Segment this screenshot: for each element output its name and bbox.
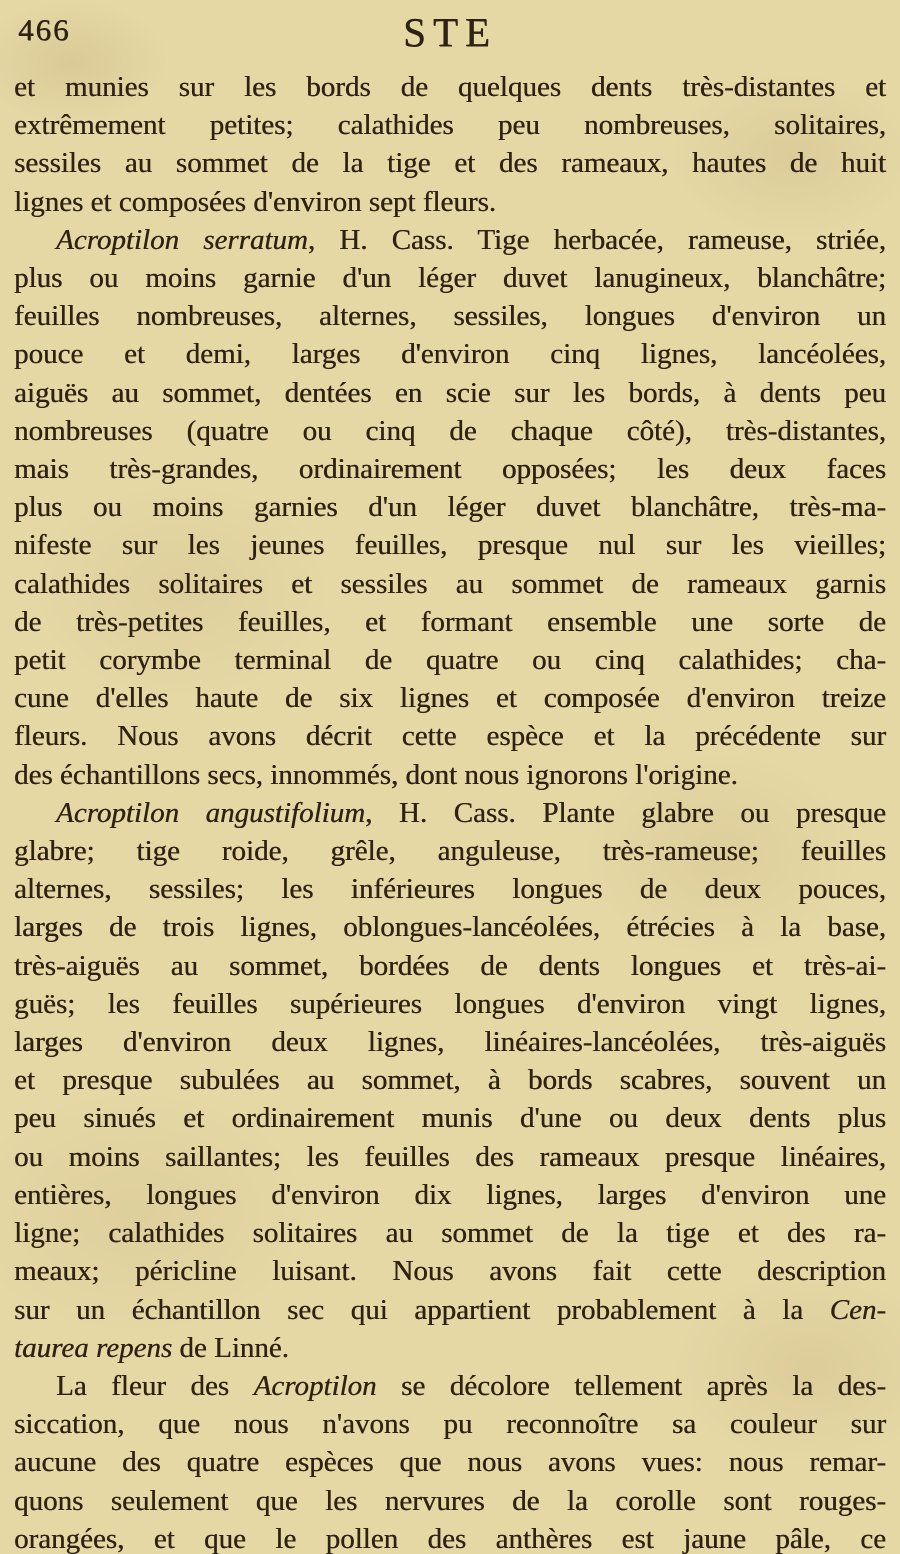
text-run: ou moins saillantes; les feuilles des rameaux presque linéaires, (14, 1140, 886, 1173)
text-line (14, 756, 886, 794)
text-line (14, 1405, 886, 1443)
text-line (14, 144, 886, 182)
text-run: plus ou moins garnies d'un léger duvet blanchâtre, très-ma- (14, 491, 886, 524)
text-run: très-aiguës au sommet, bordées de dents longues et très-ai- (14, 949, 886, 982)
text-line (14, 412, 886, 450)
text-line (14, 870, 886, 908)
text-line (14, 832, 886, 870)
text-line (14, 1138, 886, 1176)
text-line (14, 985, 886, 1023)
text-run: fleurs. Nous avons décrit cette espèce et la précédente sur (14, 720, 886, 753)
text-line (14, 1061, 886, 1099)
text-run: plus ou moins garnie d'un léger duvet lanugineux, blanchâtre; (14, 262, 886, 295)
text-line (14, 1176, 886, 1214)
text-run: ligne; calathides solitaires au sommet de la tige et des ra- (14, 1217, 886, 1250)
text-run: meaux; péricline luisant. Nous avons fait cette description (14, 1255, 886, 1288)
text-line (14, 641, 886, 679)
text-run: de très-petites feuilles, et formant ensemble une sorte de (14, 605, 886, 638)
text-line (14, 450, 886, 488)
page-number: 466 (18, 12, 71, 47)
text-run: extrêmement petites; calathides peu nombreuses, solitaires, (14, 109, 886, 142)
text-run: de Linné. (172, 1331, 289, 1364)
text-run: siccation, que nous n'avons pu reconnoître sa couleur sur (14, 1408, 886, 1441)
text-run: alternes, sessiles; les inférieures longues de deux pouces, (14, 873, 886, 906)
species-name-italic: Acroptilon serratum (56, 223, 308, 256)
paragraph (14, 68, 886, 221)
text-line (14, 794, 886, 832)
text-run: orangées, et que le pollen des anthères est jaune pâle, ce (14, 1522, 886, 1554)
text-run: aucune des quatre espèces que nous avons vues: nous remar- (14, 1446, 886, 1479)
text-run: , H. Cass. Plante glabre ou presque (365, 796, 887, 829)
text-line (14, 526, 886, 564)
paragraph (14, 221, 886, 794)
species-name-italic: Acroptilon (253, 1369, 377, 1402)
text-line (14, 68, 886, 106)
text-line (14, 1099, 886, 1137)
text-run: des échantillons secs, innommés, dont nous ignorons l'origine. (14, 758, 738, 791)
text-line (14, 1023, 886, 1061)
text-run: entières, longues d'environ dix lignes, larges d'environ une (14, 1178, 886, 1211)
text-line (14, 183, 886, 221)
text-line (14, 1367, 886, 1405)
text-line (14, 335, 886, 373)
text-run: et munies sur les bords de quelques dents très-distantes et (14, 71, 886, 103)
text-line (14, 565, 886, 603)
text-run: cune d'elles haute de six lignes et composée d'environ treize (14, 682, 886, 715)
text-run: feuilles nombreuses, alternes, sessiles, longues d'environ un (14, 300, 886, 333)
text-run: lignes et composées d'environ sept fleurs. (14, 185, 496, 218)
text-line (14, 1520, 886, 1554)
text-run: calathides solitaires et sessiles au sommet de rameaux garnis (14, 567, 886, 600)
text-line (14, 717, 886, 755)
text-run: se décolore tellement après la des- (376, 1369, 886, 1402)
text-run: La fleur des (56, 1369, 254, 1402)
text-line (14, 1329, 886, 1367)
text-run: larges de trois lignes, oblongues-lancéolées, étrécies à la base, (14, 911, 886, 944)
text-run: nombreuses (quatre ou cinq de chaque côté), très-distantes, (14, 414, 886, 447)
text-line (14, 221, 886, 259)
text-line (14, 374, 886, 412)
text-run: petit corymbe terminal de quatre ou cinq calathides; cha- (14, 644, 886, 677)
text-run: mais très-grandes, ordinairement opposées; les deux faces (14, 453, 886, 486)
text-line (14, 1252, 886, 1290)
text-line (14, 908, 886, 946)
paragraph (14, 1367, 886, 1554)
text-run: peu sinués et ordinairement munis d'une ou deux dents plus (14, 1102, 886, 1135)
text-line (14, 947, 886, 985)
text-run: pouce et demi, larges d'environ cinq lignes, lancéolées, (14, 338, 886, 371)
text-run: et presque subulées au sommet, à bords scabres, souvent un (14, 1064, 886, 1097)
text-run: glabre; tige roide, grêle, anguleuse, très-rameuse; feuilles (14, 835, 886, 868)
text-line (14, 106, 886, 144)
running-header: STE (403, 9, 497, 55)
text-run: guës; les feuilles supérieures longues d'environ vingt lignes, (14, 987, 886, 1020)
text-line (14, 1214, 886, 1252)
text-line (14, 1443, 886, 1481)
text-run: sur un échantillon sec qui appartient probablement à la (14, 1293, 830, 1326)
text-line (14, 1291, 886, 1329)
species-name-italic: Acroptilon angustifolium (56, 796, 366, 829)
page-header (14, 8, 886, 58)
text-line (14, 488, 886, 526)
text-line (14, 259, 886, 297)
text-run: nifeste sur les jeunes feuilles, presque nul sur les vieilles; (14, 529, 886, 562)
text-line (14, 679, 886, 717)
text-line (14, 1482, 886, 1520)
text-run: larges d'environ deux lignes, linéaires-lancéolées, très-aiguës (14, 1026, 886, 1059)
text-run: aiguës au sommet, dentées en scie sur les bords, à dents peu (14, 376, 886, 409)
species-name-italic: taurea repens (14, 1331, 173, 1364)
text-run: sessiles au sommet de la tige et des rameaux, hautes de huit (14, 147, 886, 180)
paragraph (14, 794, 886, 1367)
page-body (14, 68, 886, 1554)
text-line (14, 603, 886, 641)
text-line (14, 297, 886, 335)
text-run: quons seulement que les nervures de la corolle sont rouges- (14, 1484, 886, 1517)
text-run: , H. Cass. Tige herbacée, rameuse, striée, (307, 223, 886, 256)
species-name-italic: Cen- (829, 1293, 886, 1326)
